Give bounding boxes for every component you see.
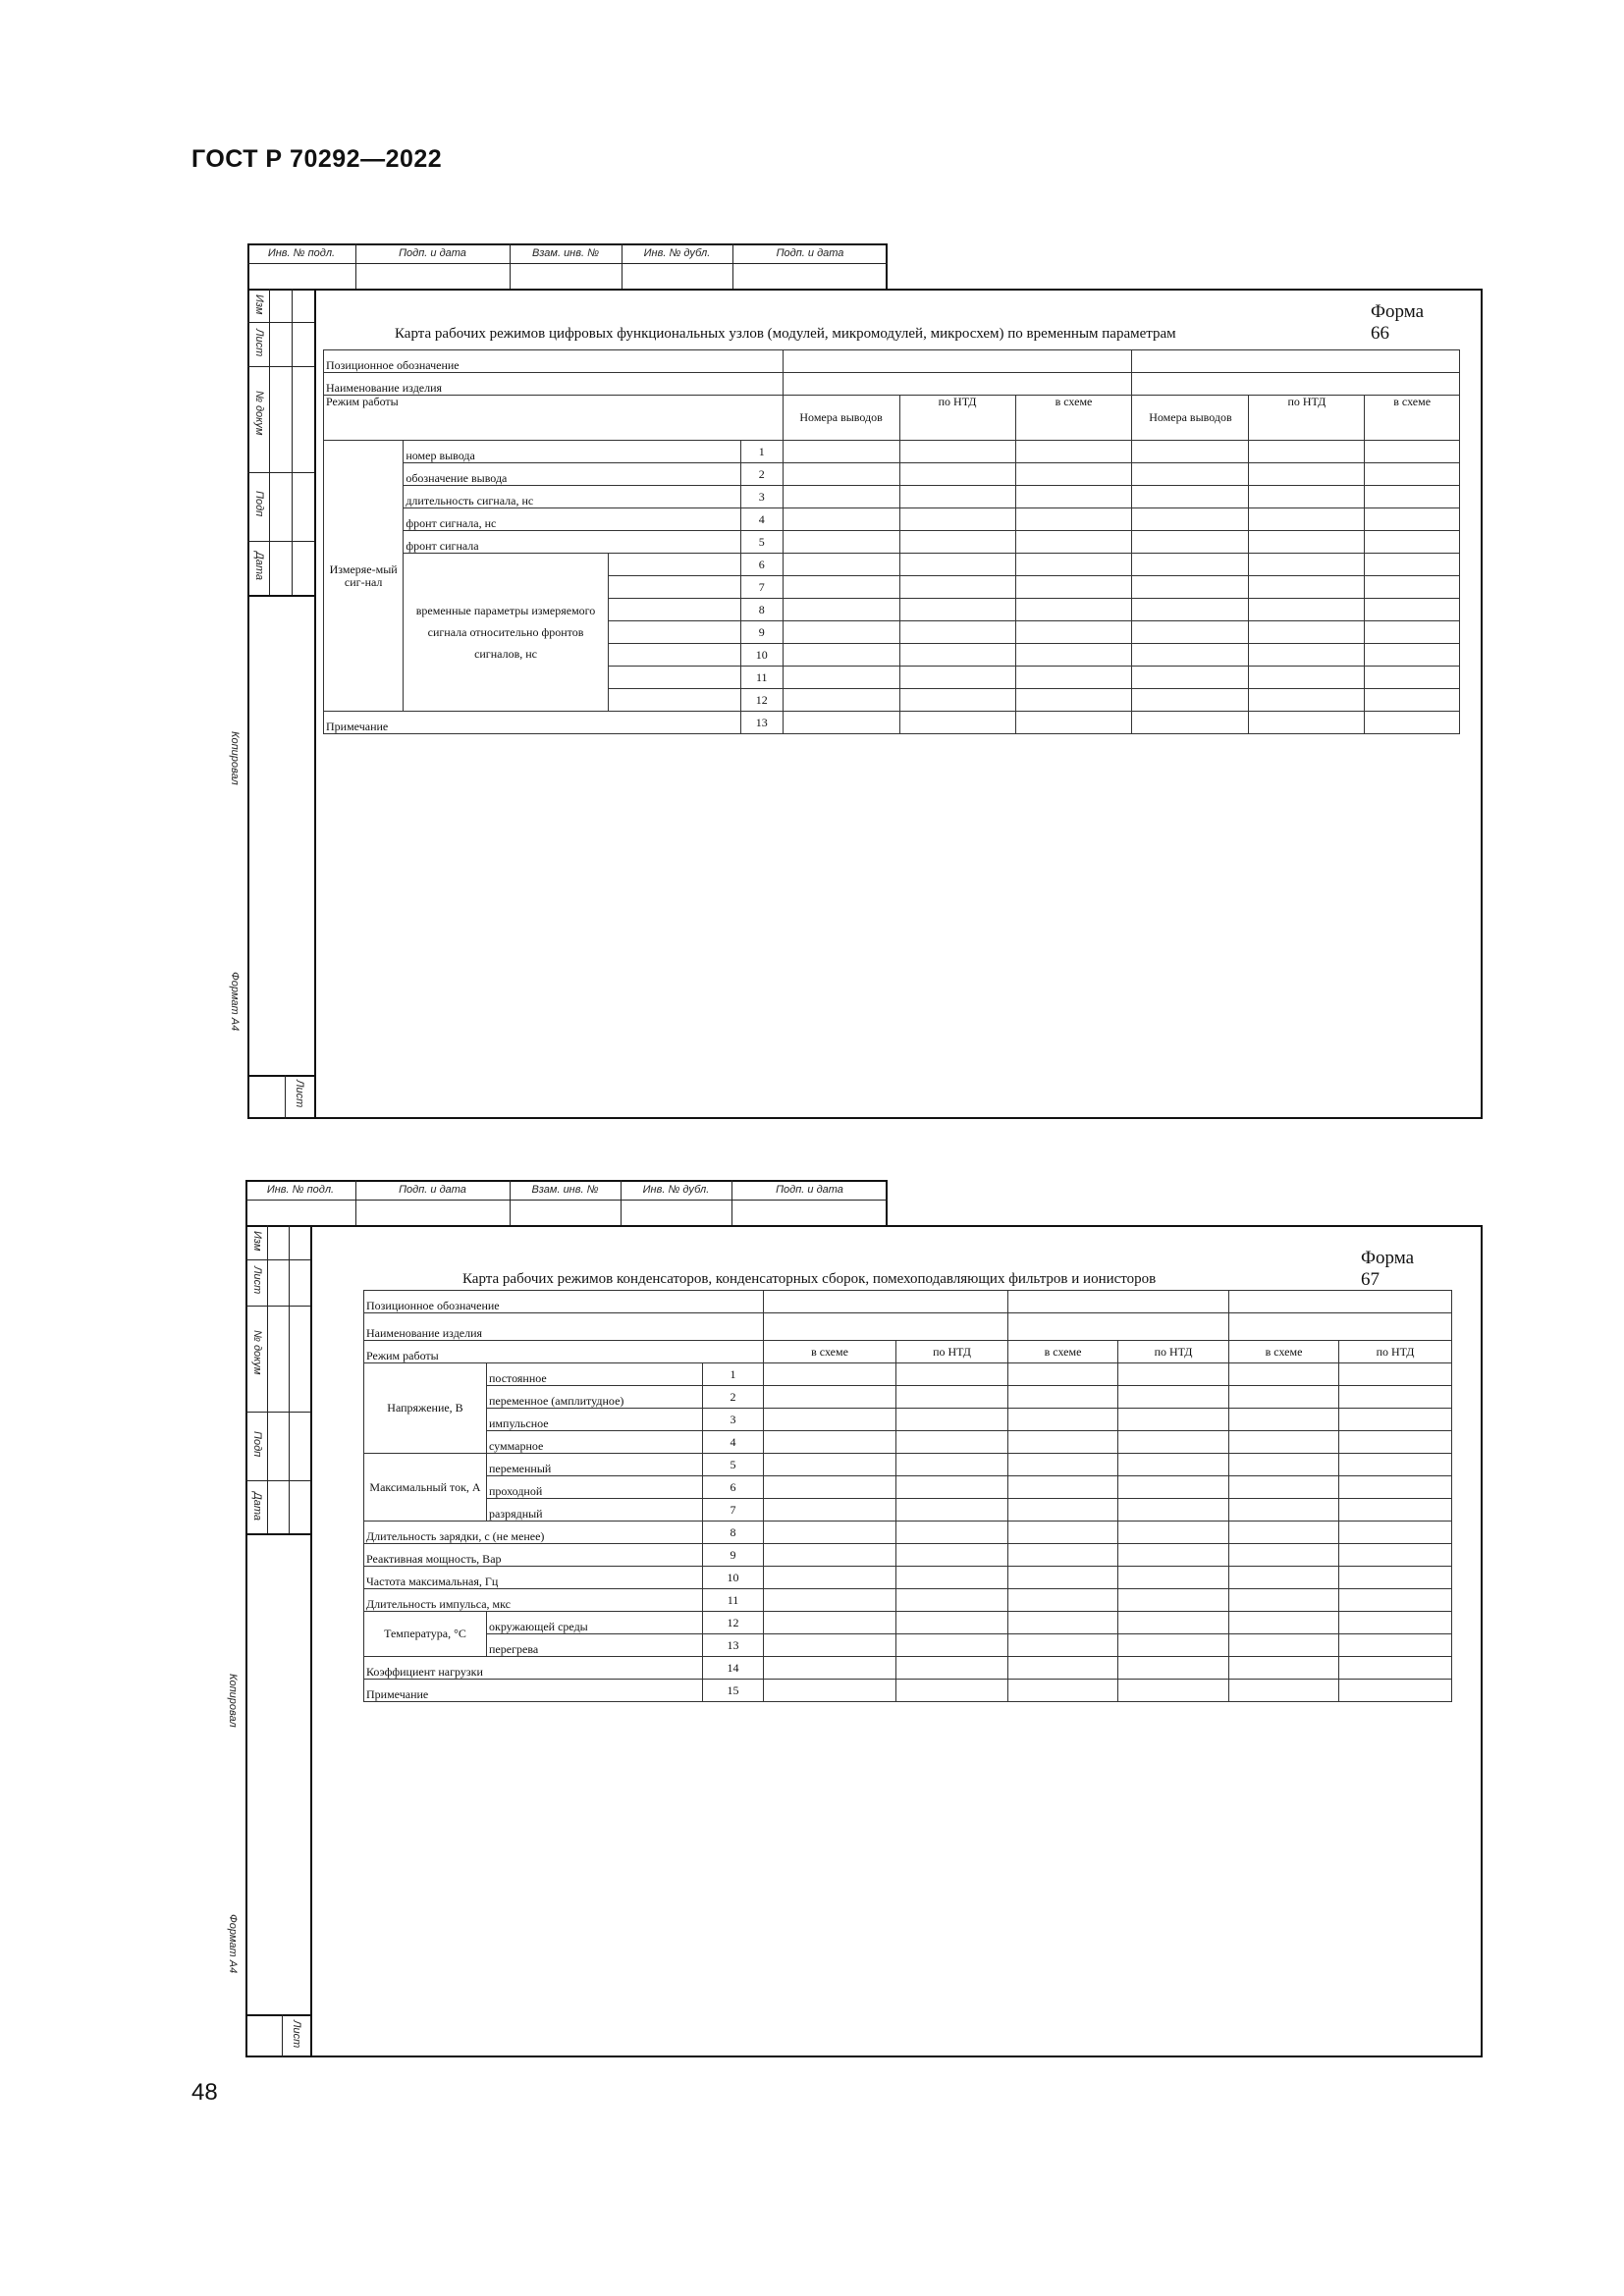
data-cell[interactable] (1008, 1680, 1118, 1702)
timing-label: временные параметры измеряемого сигнала относительно фронтов сигналов, нс (404, 554, 608, 712)
data-cell[interactable] (764, 1499, 896, 1522)
col-header: Номера выводов (1132, 396, 1249, 441)
row-number: 8 (703, 1522, 764, 1544)
row-label: переменный (487, 1454, 703, 1476)
data-cell[interactable] (1008, 1291, 1229, 1313)
data-cell[interactable] (1365, 689, 1460, 712)
data-cell[interactable] (1229, 1522, 1339, 1544)
data-cell[interactable] (1339, 1544, 1452, 1567)
data-cell[interactable] (1249, 689, 1365, 712)
data-cell[interactable] (1365, 554, 1460, 576)
data-cell[interactable] (1008, 1386, 1118, 1409)
data-cell[interactable] (1118, 1454, 1229, 1476)
row-number: 9 (703, 1544, 764, 1567)
data-cell[interactable] (1365, 712, 1460, 734)
data-cell[interactable] (1015, 576, 1132, 599)
data-cell[interactable] (896, 1544, 1008, 1567)
data-cell[interactable] (1015, 486, 1132, 508)
data-cell[interactable] (1229, 1291, 1452, 1313)
data-cell[interactable] (783, 644, 899, 667)
data-cell[interactable] (1132, 644, 1249, 667)
data-cell[interactable] (1249, 599, 1365, 621)
data-cell[interactable] (1132, 712, 1249, 734)
data-cell[interactable] (1118, 1657, 1229, 1680)
data-cell[interactable] (896, 1431, 1008, 1454)
col-header: по НТД (1339, 1341, 1452, 1363)
data-cell[interactable] (783, 667, 899, 689)
row-number: 9 (740, 621, 783, 644)
data-cell[interactable] (1249, 441, 1365, 463)
data-cell[interactable] (1118, 1544, 1229, 1567)
stamp-label: Подп. и дата (399, 1184, 466, 1196)
row-number: 4 (740, 508, 783, 531)
data-cell[interactable] (899, 576, 1015, 599)
data-cell[interactable] (1365, 621, 1460, 644)
data-cell[interactable] (1118, 1431, 1229, 1454)
data-cell[interactable] (764, 1612, 896, 1634)
data-cell[interactable] (764, 1544, 896, 1567)
form-66-table (323, 349, 1460, 734)
col-header: в схеме (1229, 1341, 1339, 1363)
data-cell[interactable] (1132, 689, 1249, 712)
data-cell[interactable] (783, 486, 899, 508)
data-cell[interactable] (1365, 441, 1460, 463)
data-cell[interactable] (1249, 667, 1365, 689)
data-cell[interactable] (899, 644, 1015, 667)
data-cell[interactable] (1249, 712, 1365, 734)
data-cell[interactable] (1365, 644, 1460, 667)
data-cell[interactable] (1249, 644, 1365, 667)
data-cell[interactable] (1339, 1476, 1452, 1499)
row-label: Реактивная мощность, Вар (364, 1544, 703, 1567)
data-cell[interactable] (896, 1454, 1008, 1476)
data-cell[interactable] (899, 554, 1015, 576)
row-number: 1 (740, 441, 783, 463)
data-cell[interactable] (1015, 441, 1132, 463)
data-cell[interactable] (1249, 463, 1365, 486)
data-cell[interactable] (1229, 1313, 1452, 1341)
data-cell[interactable] (1365, 599, 1460, 621)
data-cell[interactable] (783, 712, 899, 734)
row-label: обозначение вывода (404, 463, 741, 486)
data-cell[interactable] (1008, 1612, 1118, 1634)
side-label: Изм (253, 294, 265, 315)
data-cell[interactable] (764, 1409, 896, 1431)
data-cell[interactable] (1118, 1567, 1229, 1589)
data-cell[interactable] (783, 508, 899, 531)
stamp-label: Взам. инв. № (531, 247, 600, 259)
data-cell[interactable] (1339, 1567, 1452, 1589)
form-67-table (363, 1290, 1452, 1702)
row-number: 10 (740, 644, 783, 667)
stamp-label: Взам. инв. № (531, 1184, 599, 1196)
data-cell[interactable] (896, 1589, 1008, 1612)
data-cell[interactable] (608, 621, 740, 644)
data-cell[interactable] (1365, 486, 1460, 508)
data-cell[interactable] (899, 441, 1015, 463)
data-cell[interactable] (1339, 1499, 1452, 1522)
data-cell[interactable] (1365, 463, 1460, 486)
data-cell[interactable] (608, 667, 740, 689)
data-cell[interactable] (899, 621, 1015, 644)
data-cell[interactable] (1339, 1589, 1452, 1612)
data-cell[interactable] (1339, 1657, 1452, 1680)
data-cell[interactable] (1229, 1634, 1339, 1657)
row-number: 11 (703, 1589, 764, 1612)
data-cell[interactable] (899, 508, 1015, 531)
side-label: № докум (253, 391, 265, 436)
data-cell[interactable] (896, 1386, 1008, 1409)
data-cell[interactable] (1132, 667, 1249, 689)
data-cell[interactable] (764, 1313, 1008, 1341)
row-name-label: Наименование изделия (324, 373, 784, 396)
data-cell[interactable] (764, 1657, 896, 1680)
row-number: 2 (740, 463, 783, 486)
data-cell[interactable] (896, 1476, 1008, 1499)
row-label: переменное (амплитудное) (487, 1386, 703, 1409)
data-cell[interactable] (764, 1476, 896, 1499)
data-cell[interactable] (1132, 621, 1249, 644)
row-label: окружающей среды (487, 1612, 703, 1634)
row-number: 5 (703, 1454, 764, 1476)
form-number: Форма 67 (1361, 1248, 1415, 1290)
data-cell[interactable] (1249, 531, 1365, 554)
data-cell[interactable] (899, 599, 1015, 621)
data-cell[interactable] (1132, 508, 1249, 531)
note-label: Примечание (324, 712, 741, 734)
data-cell[interactable] (1249, 508, 1365, 531)
row-label: импульсное (487, 1409, 703, 1431)
row-number: 15 (703, 1680, 764, 1702)
data-cell[interactable] (1229, 1499, 1339, 1522)
side-label: № докум (251, 1330, 263, 1375)
row-number: 11 (740, 667, 783, 689)
data-cell[interactable] (783, 373, 1132, 396)
data-cell[interactable] (1249, 486, 1365, 508)
data-cell[interactable] (783, 463, 899, 486)
data-cell[interactable] (608, 554, 740, 576)
data-cell[interactable] (608, 599, 740, 621)
data-cell[interactable] (1008, 1499, 1118, 1522)
row-label: суммарное (487, 1431, 703, 1454)
data-cell[interactable] (764, 1454, 896, 1476)
data-cell[interactable] (1118, 1386, 1229, 1409)
col-header: по НТД (899, 396, 1015, 441)
note-label: Примечание (364, 1680, 703, 1702)
copied-label: Копировал (227, 1674, 239, 1728)
data-cell[interactable] (1118, 1499, 1229, 1522)
data-cell[interactable] (1229, 1544, 1339, 1567)
data-cell[interactable] (764, 1386, 896, 1409)
data-cell[interactable] (1249, 621, 1365, 644)
data-cell[interactable] (1229, 1476, 1339, 1499)
row-number: 6 (703, 1476, 764, 1499)
data-cell[interactable] (1008, 1476, 1118, 1499)
col-header: по НТД (1249, 396, 1365, 441)
form-title: Карта рабочих режимов конденсаторов, конденсаторных сборок, помехоподавляющих фильтров и ионисторов (462, 1271, 1157, 1287)
data-cell[interactable] (1339, 1612, 1452, 1634)
data-cell[interactable] (1229, 1657, 1339, 1680)
row-number: 13 (740, 712, 783, 734)
row-mode-label: Режим работы (324, 396, 784, 441)
data-cell[interactable] (1015, 667, 1132, 689)
row-number: 4 (703, 1431, 764, 1454)
row-label: перегрева (487, 1634, 703, 1657)
data-cell[interactable] (1365, 667, 1460, 689)
data-cell[interactable] (899, 712, 1015, 734)
stamp-label: Подп. и дата (399, 247, 466, 259)
row-number: 5 (740, 531, 783, 554)
row-mode-label: Режим работы (364, 1341, 764, 1363)
col-header: в схеме (1015, 396, 1132, 441)
data-cell[interactable] (1229, 1454, 1339, 1476)
row-label: Длительность импульса, мкс (364, 1589, 703, 1612)
data-cell[interactable] (1132, 554, 1249, 576)
data-cell[interactable] (896, 1409, 1008, 1431)
data-cell[interactable] (896, 1499, 1008, 1522)
stamp-label: Инв. № подл. (267, 247, 336, 259)
data-cell[interactable] (1015, 599, 1132, 621)
stamp-label: Инв. № подл. (266, 1184, 335, 1196)
page-number: 48 (191, 2079, 218, 2106)
row-number: 6 (740, 554, 783, 576)
row-label: длительность сигнала, нс (404, 486, 741, 508)
data-cell[interactable] (783, 599, 899, 621)
data-cell[interactable] (1229, 1589, 1339, 1612)
data-cell[interactable] (764, 1522, 896, 1544)
data-cell[interactable] (1008, 1454, 1118, 1476)
sheet-label: Лист (291, 2020, 302, 2049)
col-header: по НТД (896, 1341, 1008, 1363)
data-cell[interactable] (764, 1589, 896, 1612)
data-cell[interactable] (608, 644, 740, 667)
data-cell[interactable] (1118, 1522, 1229, 1544)
data-cell[interactable] (1015, 508, 1132, 531)
data-cell[interactable] (783, 689, 899, 712)
row-number: 7 (740, 576, 783, 599)
data-cell[interactable] (1118, 1363, 1229, 1386)
data-cell[interactable] (1015, 689, 1132, 712)
stamp-label: Подп. и дата (776, 247, 844, 259)
data-cell[interactable] (783, 576, 899, 599)
side-label: Подп (251, 1431, 263, 1458)
row-label: постоянное (487, 1363, 703, 1386)
data-cell[interactable] (783, 350, 1132, 373)
data-cell[interactable] (1015, 712, 1132, 734)
row-label: номер вывода (404, 441, 741, 463)
data-cell[interactable] (1339, 1386, 1452, 1409)
col-header: в схеме (1365, 396, 1460, 441)
data-cell[interactable] (1008, 1522, 1118, 1544)
data-cell[interactable] (896, 1522, 1008, 1544)
row-label: проходной (487, 1476, 703, 1499)
side-label: Дата (251, 1492, 263, 1522)
data-cell[interactable] (899, 689, 1015, 712)
data-cell[interactable] (1339, 1522, 1452, 1544)
data-cell[interactable] (1339, 1454, 1452, 1476)
data-cell[interactable] (899, 531, 1015, 554)
row-number: 3 (703, 1409, 764, 1431)
data-cell[interactable] (1339, 1363, 1452, 1386)
row-number: 12 (703, 1612, 764, 1634)
data-cell[interactable] (1339, 1431, 1452, 1454)
data-cell[interactable] (1249, 576, 1365, 599)
row-number: 14 (703, 1657, 764, 1680)
data-cell[interactable] (896, 1634, 1008, 1657)
data-cell[interactable] (1008, 1544, 1118, 1567)
data-cell[interactable] (1229, 1409, 1339, 1431)
col-header: в схеме (764, 1341, 896, 1363)
row-number: 8 (740, 599, 783, 621)
data-cell[interactable] (1365, 576, 1460, 599)
side-label: Подп (253, 491, 265, 517)
data-cell[interactable] (896, 1363, 1008, 1386)
data-cell[interactable] (1365, 531, 1460, 554)
row-label: Длительность зарядки, с (не менее) (364, 1522, 703, 1544)
side-label: Лист (251, 1266, 263, 1295)
data-cell[interactable] (1118, 1612, 1229, 1634)
data-cell[interactable] (1008, 1431, 1118, 1454)
data-cell[interactable] (608, 689, 740, 712)
row-positional-label: Позиционное обозначение (324, 350, 784, 373)
data-cell[interactable] (1015, 644, 1132, 667)
data-cell[interactable] (1118, 1409, 1229, 1431)
data-cell[interactable] (896, 1657, 1008, 1680)
data-cell[interactable] (1339, 1680, 1452, 1702)
data-cell[interactable] (1008, 1657, 1118, 1680)
row-number: 7 (703, 1499, 764, 1522)
col-header: Номера выводов (783, 396, 899, 441)
data-cell[interactable] (1339, 1409, 1452, 1431)
data-cell[interactable] (1015, 554, 1132, 576)
data-cell[interactable] (896, 1567, 1008, 1589)
stamp-label: Инв. № дубл. (643, 247, 711, 259)
data-cell[interactable] (764, 1567, 896, 1589)
data-cell[interactable] (1229, 1363, 1339, 1386)
data-cell[interactable] (1229, 1386, 1339, 1409)
row-number: 10 (703, 1567, 764, 1589)
stamp-label: Инв. № дубл. (642, 1184, 710, 1196)
group-label: Измеряе-мый сиг-нал (324, 441, 404, 712)
data-cell[interactable] (764, 1431, 896, 1454)
data-cell[interactable] (1008, 1567, 1118, 1589)
group-label: Температура, °С (364, 1612, 487, 1657)
data-cell[interactable] (783, 531, 899, 554)
data-cell[interactable] (1339, 1634, 1452, 1657)
side-label: Лист (253, 329, 265, 357)
row-name-label: Наименование изделия (364, 1313, 764, 1341)
row-label: фронт сигнала, нс (404, 508, 741, 531)
data-cell[interactable] (783, 441, 899, 463)
row-label: фронт сигнала (404, 531, 741, 554)
data-cell[interactable] (1118, 1589, 1229, 1612)
data-cell[interactable] (1008, 1589, 1118, 1612)
document-code: ГОСТ Р 70292—2022 (191, 145, 443, 173)
data-cell[interactable] (1132, 599, 1249, 621)
data-cell[interactable] (1229, 1612, 1339, 1634)
data-cell[interactable] (1008, 1313, 1229, 1341)
data-cell[interactable] (1132, 531, 1249, 554)
data-cell[interactable] (764, 1363, 896, 1386)
data-cell[interactable] (783, 554, 899, 576)
col-header: по НТД (1118, 1341, 1229, 1363)
data-cell[interactable] (764, 1680, 896, 1702)
data-cell[interactable] (608, 576, 740, 599)
group-label: Напряжение, В (364, 1363, 487, 1454)
row-number: 3 (740, 486, 783, 508)
data-cell[interactable] (1132, 441, 1249, 463)
form-number: Форма 66 (1371, 301, 1425, 344)
data-cell[interactable] (764, 1634, 896, 1657)
row-label: Частота максимальная, Гц (364, 1567, 703, 1589)
col-header: в схеме (1008, 1341, 1118, 1363)
data-cell[interactable] (1132, 576, 1249, 599)
row-number: 1 (703, 1363, 764, 1386)
data-cell[interactable] (1365, 508, 1460, 531)
row-label: разрядный (487, 1499, 703, 1522)
data-cell[interactable] (1015, 621, 1132, 644)
row-number: 13 (703, 1634, 764, 1657)
data-cell[interactable] (1118, 1634, 1229, 1657)
data-cell[interactable] (1249, 554, 1365, 576)
data-cell[interactable] (896, 1612, 1008, 1634)
data-cell[interactable] (1229, 1431, 1339, 1454)
row-positional-label: Позиционное обозначение (364, 1291, 764, 1313)
data-cell[interactable] (896, 1680, 1008, 1702)
data-cell[interactable] (1008, 1363, 1118, 1386)
data-cell[interactable] (1132, 486, 1249, 508)
group-label: Максимальный ток, А (364, 1454, 487, 1522)
data-cell[interactable] (899, 486, 1015, 508)
row-number: 2 (703, 1386, 764, 1409)
data-cell[interactable] (1015, 463, 1132, 486)
data-cell[interactable] (1132, 463, 1249, 486)
data-cell[interactable] (1132, 373, 1460, 396)
data-cell[interactable] (1118, 1476, 1229, 1499)
data-cell[interactable] (1008, 1634, 1118, 1657)
data-cell[interactable] (1008, 1409, 1118, 1431)
data-cell[interactable] (1118, 1680, 1229, 1702)
data-cell[interactable] (764, 1291, 1008, 1313)
copied-label: Копировал (229, 731, 241, 785)
sheet-label: Лист (294, 1080, 305, 1108)
data-cell[interactable] (899, 463, 1015, 486)
format-label: Формат А4 (229, 972, 241, 1032)
data-cell[interactable] (1229, 1567, 1339, 1589)
data-cell[interactable] (1132, 350, 1460, 373)
row-number: 12 (740, 689, 783, 712)
stamp-label: Подп. и дата (776, 1184, 843, 1196)
form-title: Карта рабочих режимов цифровых функциональных узлов (модулей, микромодулей, микросхем) по временным параметрам (395, 326, 1176, 342)
row-label: Коэффициент нагрузки (364, 1657, 703, 1680)
side-label: Изм (251, 1231, 263, 1252)
data-cell[interactable] (1015, 531, 1132, 554)
format-label: Формат А4 (227, 1914, 239, 1974)
data-cell[interactable] (1229, 1680, 1339, 1702)
side-label: Дата (253, 552, 265, 581)
data-cell[interactable] (783, 621, 899, 644)
data-cell[interactable] (899, 667, 1015, 689)
